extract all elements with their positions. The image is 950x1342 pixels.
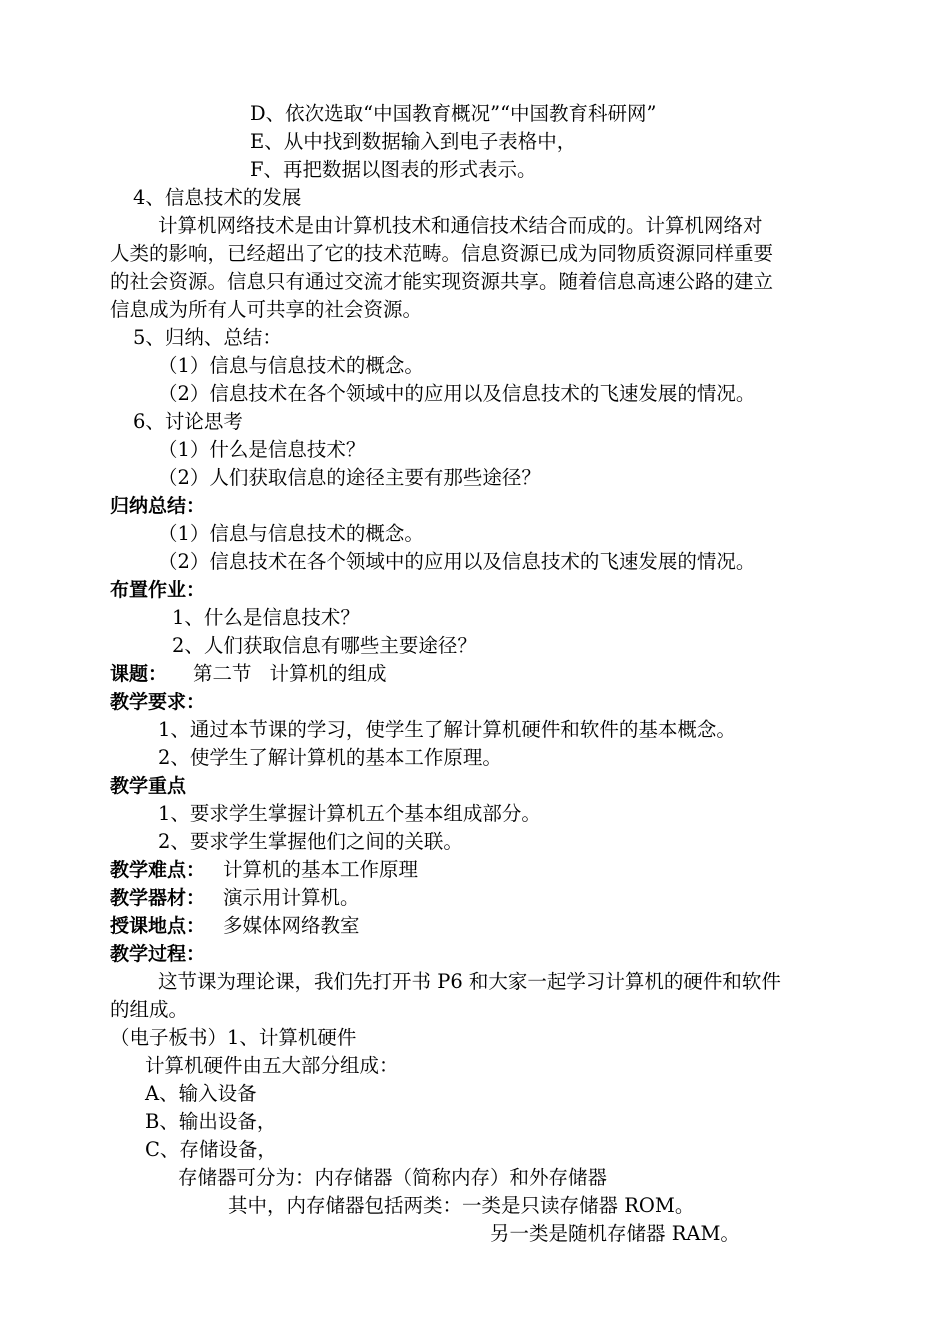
conclusion-item-1: （1）信息与信息技术的概念。 xyxy=(158,522,424,545)
key-points-heading: 教学重点 xyxy=(110,775,187,797)
hardware-item-b: B、输出设备， xyxy=(145,1110,277,1133)
paragraph-line-4: 信息成为所有人可共享的社会资源。 xyxy=(110,298,423,321)
topic-label: 课题： xyxy=(110,663,168,685)
key-point-item-2: 2、要求学生掌握他们之间的关联。 xyxy=(158,830,463,853)
location-line xyxy=(110,913,360,939)
summary-item-1: （1）信息与信息技术的概念。 xyxy=(158,354,424,377)
discussion-item-2: （2）人们获取信息的途径主要有那些途径？ xyxy=(158,466,541,489)
step-f-text: F、再把数据以图表的形式表示。 xyxy=(250,158,537,181)
paragraph-line-2: 人类的影响，已经超出了它的技术范畴。信息资源已成为同物质资源同样重要 xyxy=(110,242,774,265)
difficulty-line xyxy=(110,857,418,883)
homework-item-2: 2、人们获取信息有哪些主要途径？ xyxy=(172,634,477,657)
discussion-item-1: （1）什么是信息技术？ xyxy=(158,438,366,461)
topic-line xyxy=(110,661,387,687)
homework-heading: 布置作业： xyxy=(110,579,206,601)
step-d-text: D、依次选取“中国教育概况”“中国教育科研网” xyxy=(250,102,657,125)
conclusion-heading: 归纳总结： xyxy=(110,495,206,517)
equipment-line xyxy=(110,885,360,911)
board-heading: （电子板书）1、计算机硬件 xyxy=(110,1026,357,1049)
equipment-label: 教学器材： xyxy=(110,887,206,909)
requirements-heading: 教学要求： xyxy=(110,691,206,713)
key-point-item-1: 1、要求学生掌握计算机五个基本组成部分。 xyxy=(158,802,541,825)
process-heading: 教学过程： xyxy=(110,943,206,965)
difficulty-label: 教学难点： xyxy=(110,859,206,881)
section-5-heading: 5、归纳、总结： xyxy=(133,326,282,349)
section-6-heading: 6、讨论思考 xyxy=(133,410,243,433)
location-label: 授课地点： xyxy=(110,915,206,937)
step-e-text: E、从中找到数据输入到电子表格中， xyxy=(250,130,577,153)
conclusion-item-2: （2）信息技术在各个领域中的应用以及信息技术的飞速发展的情况。 xyxy=(158,550,756,573)
storage-types: 存储器可分为：内存储器（简称内存）和外存储器 xyxy=(178,1166,608,1189)
summary-item-2: （2）信息技术在各个领域中的应用以及信息技术的飞速发展的情况。 xyxy=(158,382,756,405)
section-4-heading: 4、信息技术的发展 xyxy=(133,186,302,209)
homework-item-1: 1、什么是信息技术？ xyxy=(172,606,360,629)
topic-section: 第二节 xyxy=(193,662,252,685)
location-text: 多媒体网络教室 xyxy=(223,914,360,937)
memory-rom: 其中，内存储器包括两类：一类是只读存储器 ROM。 xyxy=(228,1194,695,1217)
requirement-item-2: 2、使学生了解计算机的基本工作原理。 xyxy=(158,746,502,769)
topic-title: 计算机的组成 xyxy=(269,662,387,685)
hardware-item-c: C、存储设备， xyxy=(145,1138,277,1161)
hardware-item-a: A、输入设备 xyxy=(145,1082,257,1105)
process-paragraph-line-1: 这节课为理论课，我们先打开书 P6 和大家一起学习计算机的硬件和软件 xyxy=(158,970,781,993)
paragraph-line-1: 计算机网络技术是由计算机技术和通信技术结合而成的。计算机网络对 xyxy=(158,214,763,237)
equipment-text: 演示用计算机。 xyxy=(223,886,360,909)
paragraph-line-3: 的社会资源。信息只有通过交流才能实现资源共享。随着信息高速公路的建立 xyxy=(110,270,774,293)
process-paragraph-line-2: 的组成。 xyxy=(110,998,189,1021)
requirement-item-1: 1、通过本节课的学习，使学生了解计算机硬件和软件的基本概念。 xyxy=(158,718,736,741)
difficulty-text: 计算机的基本工作原理 xyxy=(223,858,419,881)
memory-ram: 另一类是随机存储器 RAM。 xyxy=(490,1222,740,1245)
hardware-intro: 计算机硬件由五大部分组成： xyxy=(145,1054,399,1077)
